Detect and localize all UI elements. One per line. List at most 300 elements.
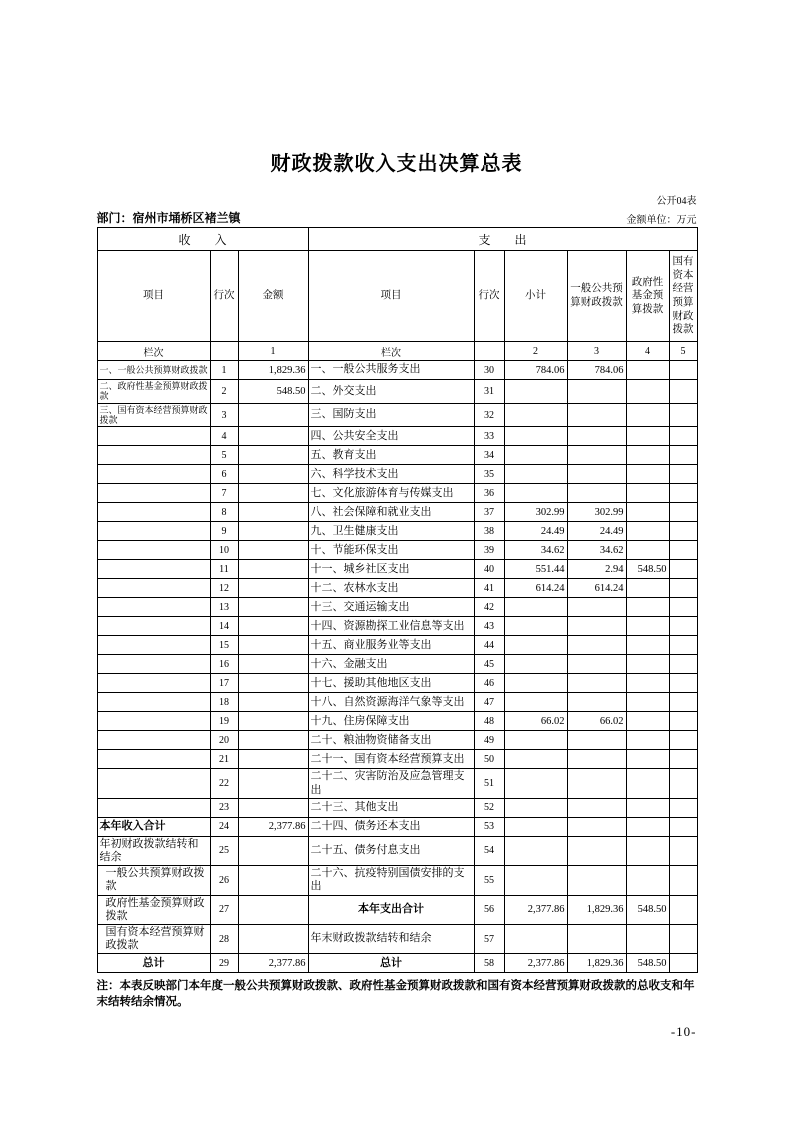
cell-subtotal: 784.06	[504, 361, 567, 380]
table-row	[97, 560, 697, 579]
cell-capital	[669, 769, 697, 798]
cell-expense_item: 二十五、债务付息支出	[308, 836, 474, 865]
cell-fund	[626, 484, 669, 503]
cell-expense_item: 总计	[308, 954, 474, 973]
cell-general	[567, 655, 626, 674]
cell-general	[567, 817, 626, 836]
cell-subtotal: 34.62	[504, 541, 567, 560]
cell-income_amount	[238, 484, 308, 503]
cell-general	[567, 674, 626, 693]
income-section-header: 收 入	[97, 228, 308, 251]
cell-subtotal	[504, 484, 567, 503]
table-code: 公开04表	[656, 196, 697, 207]
cell-subtotal	[504, 769, 567, 798]
cell-expense_line: 43	[474, 617, 504, 636]
cell-fund	[626, 617, 669, 636]
cell-expense_item: 年末财政拨款结转和结余	[308, 924, 474, 953]
cell-expense_line: 48	[474, 712, 504, 731]
cell-income_amount	[238, 836, 308, 865]
cell-expense_item: 三、国防支出	[308, 403, 474, 427]
table-row	[97, 712, 697, 731]
table-row	[97, 817, 697, 836]
table-row	[97, 836, 697, 865]
cell-fund	[626, 655, 669, 674]
cell-income_item: 一、一般公共预算财政拨款	[97, 361, 210, 380]
cell-subtotal	[504, 617, 567, 636]
cell-income_item	[97, 674, 210, 693]
cell-capital	[669, 924, 697, 953]
cell-general	[567, 798, 626, 817]
lanci-cell: 5	[669, 342, 697, 361]
cell-subtotal	[504, 380, 567, 404]
cell-income_item	[97, 503, 210, 522]
cell-fund	[626, 924, 669, 953]
cell-fund	[626, 636, 669, 655]
cell-general	[567, 446, 626, 465]
cell-income_amount	[238, 446, 308, 465]
cell-fund	[626, 541, 669, 560]
cell-income_item	[97, 522, 210, 541]
cell-general: 66.02	[567, 712, 626, 731]
cell-fund	[626, 836, 669, 865]
cell-capital	[669, 798, 697, 817]
cell-fund	[626, 522, 669, 541]
col-header-subtotal: 小计	[504, 251, 567, 342]
lanci-cell: 3	[567, 342, 626, 361]
cell-expense_line: 58	[474, 954, 504, 973]
cell-general	[567, 693, 626, 712]
cell-expense_item: 八、社会保障和就业支出	[308, 503, 474, 522]
cell-subtotal	[504, 817, 567, 836]
cell-expense_line: 47	[474, 693, 504, 712]
table-row	[97, 617, 697, 636]
cell-general	[567, 617, 626, 636]
cell-fund	[626, 579, 669, 598]
table-row	[97, 361, 697, 380]
cell-expense_line: 39	[474, 541, 504, 560]
lanci-cell	[474, 342, 504, 361]
table-row	[97, 693, 697, 712]
cell-fund: 548.50	[626, 954, 669, 973]
cell-capital	[669, 817, 697, 836]
cell-expense_item: 二十二、灾害防治及应急管理支出	[308, 769, 474, 798]
cell-income_amount	[238, 636, 308, 655]
cell-expense_line: 38	[474, 522, 504, 541]
cell-expense_line: 57	[474, 924, 504, 953]
lanci-cell: 栏次	[97, 342, 210, 361]
cell-capital	[669, 954, 697, 973]
cell-fund	[626, 750, 669, 769]
cell-expense_line: 53	[474, 817, 504, 836]
cell-income_amount	[238, 503, 308, 522]
col-header-general-budget: 一般公共预算财政拨款	[567, 251, 626, 342]
page-title: 财政拨款收入支出决算总表	[270, 153, 523, 175]
cell-subtotal	[504, 427, 567, 446]
cell-income_item	[97, 484, 210, 503]
cell-income_amount	[238, 560, 308, 579]
cell-general	[567, 769, 626, 798]
cell-income_line: 4	[210, 427, 238, 446]
cell-income_amount	[238, 655, 308, 674]
col-header-gov-fund: 政府性基金预算拨款	[626, 251, 669, 342]
cell-subtotal	[504, 798, 567, 817]
cell-expense_item: 十五、商业服务业等支出	[308, 636, 474, 655]
cell-income_amount	[238, 769, 308, 798]
table-row	[97, 484, 697, 503]
cell-income_amount	[238, 924, 308, 953]
cell-expense_item: 十九、住房保障支出	[308, 712, 474, 731]
cell-general: 24.49	[567, 522, 626, 541]
cell-subtotal: 2,377.86	[504, 895, 567, 924]
cell-general: 2.94	[567, 560, 626, 579]
cell-income_item	[97, 798, 210, 817]
cell-fund	[626, 503, 669, 522]
cell-income_line: 12	[210, 579, 238, 598]
table-header	[97, 228, 697, 361]
cell-subtotal	[504, 866, 567, 895]
cell-income_line: 8	[210, 503, 238, 522]
page-number: -10-	[670, 1024, 697, 1040]
cell-capital	[669, 712, 697, 731]
cell-income_amount	[238, 674, 308, 693]
meta-row	[97, 209, 697, 226]
cell-general	[567, 636, 626, 655]
table-row	[97, 503, 697, 522]
cell-income_line: 19	[210, 712, 238, 731]
cell-fund	[626, 674, 669, 693]
cell-income_amount	[238, 598, 308, 617]
cell-income_amount	[238, 866, 308, 895]
table-row	[97, 866, 697, 895]
cell-income_amount	[238, 750, 308, 769]
cell-general	[567, 484, 626, 503]
cell-capital	[669, 541, 697, 560]
cell-expense_item: 七、文化旅游体育与传媒支出	[308, 484, 474, 503]
cell-income_line: 29	[210, 954, 238, 973]
table-row	[97, 465, 697, 484]
cell-income_line: 22	[210, 769, 238, 798]
cell-subtotal	[504, 655, 567, 674]
cell-income_amount	[238, 579, 308, 598]
cell-general	[567, 427, 626, 446]
cell-income_amount	[238, 731, 308, 750]
cell-income_amount: 548.50	[238, 380, 308, 404]
unit-label: 金额单位：万元	[626, 215, 697, 226]
cell-expense_item: 十七、援助其他地区支出	[308, 674, 474, 693]
cell-expense_item: 五、教育支出	[308, 446, 474, 465]
cell-income_line: 15	[210, 636, 238, 655]
expense-section-header: 支 出	[308, 228, 697, 251]
cell-capital	[669, 361, 697, 380]
cell-general	[567, 465, 626, 484]
cell-expense_item: 二十、粮油物资储备支出	[308, 731, 474, 750]
table-row	[97, 674, 697, 693]
cell-fund: 548.50	[626, 895, 669, 924]
department-label: 部门：宿州市埇桥区褚兰镇	[96, 211, 241, 225]
cell-income_item: 总计	[97, 954, 210, 973]
table-row	[97, 895, 697, 924]
cell-capital	[669, 484, 697, 503]
cell-income_line: 9	[210, 522, 238, 541]
cell-income_amount: 2,377.86	[238, 954, 308, 973]
cell-capital	[669, 674, 697, 693]
cell-capital	[669, 636, 697, 655]
cell-fund	[626, 465, 669, 484]
table-row	[97, 446, 697, 465]
cell-income_amount	[238, 427, 308, 446]
cell-fund	[626, 817, 669, 836]
cell-income_line: 10	[210, 541, 238, 560]
cell-income_item: 政府性基金预算财政拨款	[97, 895, 210, 924]
table-row	[97, 769, 697, 798]
section-header-row	[97, 228, 697, 251]
cell-capital	[669, 731, 697, 750]
cell-expense_item: 二、外交支出	[308, 380, 474, 404]
cell-fund	[626, 598, 669, 617]
cell-capital	[669, 465, 697, 484]
cell-income_amount	[238, 617, 308, 636]
cell-capital	[669, 579, 697, 598]
cell-income_line: 26	[210, 866, 238, 895]
cell-income_amount	[238, 693, 308, 712]
cell-income_line: 27	[210, 895, 238, 924]
cell-income_item	[97, 750, 210, 769]
cell-general: 1,829.36	[567, 895, 626, 924]
cell-income_amount: 1,829.36	[238, 361, 308, 380]
lanci-cell: 4	[626, 342, 669, 361]
cell-capital	[669, 503, 697, 522]
cell-fund	[626, 380, 669, 404]
cell-general	[567, 598, 626, 617]
cell-income_item: 年初财政拨款结转和结余	[97, 836, 210, 865]
cell-expense_item: 四、公共安全支出	[308, 427, 474, 446]
cell-expense_item: 一、一般公共服务支出	[308, 361, 474, 380]
cell-income_line: 5	[210, 446, 238, 465]
cell-expense_item: 十一、城乡社区支出	[308, 560, 474, 579]
cell-income_line: 6	[210, 465, 238, 484]
lanci-cell	[210, 342, 238, 361]
cell-subtotal	[504, 674, 567, 693]
cell-expense_line: 44	[474, 636, 504, 655]
cell-income_item	[97, 617, 210, 636]
cell-income_item	[97, 446, 210, 465]
table-row	[97, 579, 697, 598]
cell-expense_item: 六、科学技术支出	[308, 465, 474, 484]
cell-income_item: 二、政府性基金预算财政拨款	[97, 380, 210, 404]
cell-income_amount	[238, 712, 308, 731]
cell-income_item	[97, 465, 210, 484]
cell-income_item	[97, 731, 210, 750]
cell-expense_line: 34	[474, 446, 504, 465]
lanci-cell: 1	[238, 342, 308, 361]
cell-income_amount	[238, 465, 308, 484]
cell-income_item	[97, 636, 210, 655]
cell-capital	[669, 598, 697, 617]
cell-expense_line: 42	[474, 598, 504, 617]
cell-general	[567, 924, 626, 953]
cell-expense_line: 46	[474, 674, 504, 693]
cell-fund	[626, 361, 669, 380]
cell-fund	[626, 731, 669, 750]
cell-expense_item: 十三、交通运输支出	[308, 598, 474, 617]
table-row	[97, 636, 697, 655]
cell-general	[567, 750, 626, 769]
cell-subtotal	[504, 836, 567, 865]
cell-subtotal	[504, 446, 567, 465]
col-header-income-line: 行次	[210, 251, 238, 342]
cell-capital	[669, 560, 697, 579]
cell-expense_item: 二十四、债务还本支出	[308, 817, 474, 836]
cell-capital	[669, 380, 697, 404]
cell-income_amount	[238, 541, 308, 560]
cell-income_item	[97, 598, 210, 617]
cell-income_line: 14	[210, 617, 238, 636]
cell-capital	[669, 617, 697, 636]
cell-income_item	[97, 655, 210, 674]
cell-capital	[669, 693, 697, 712]
cell-capital	[669, 866, 697, 895]
cell-income_item: 三、国有资本经营预算财政拨款	[97, 403, 210, 427]
cell-expense_line: 45	[474, 655, 504, 674]
cell-subtotal: 614.24	[504, 579, 567, 598]
cell-subtotal: 302.99	[504, 503, 567, 522]
cell-income_item: 本年收入合计	[97, 817, 210, 836]
cell-general	[567, 380, 626, 404]
cell-income_item	[97, 560, 210, 579]
cell-expense_line: 32	[474, 403, 504, 427]
cell-subtotal: 2,377.86	[504, 954, 567, 973]
cell-income_amount	[238, 403, 308, 427]
cell-general: 1,829.36	[567, 954, 626, 973]
cell-income_item: 一般公共预算财政拨款	[97, 866, 210, 895]
cell-expense_item: 本年支出合计	[308, 895, 474, 924]
cell-income_item	[97, 579, 210, 598]
col-header-expense-item: 项目	[308, 251, 474, 342]
cell-expense_item: 十八、自然资源海洋气象等支出	[308, 693, 474, 712]
cell-expense_line: 54	[474, 836, 504, 865]
cell-expense_line: 33	[474, 427, 504, 446]
cell-general	[567, 866, 626, 895]
cell-general: 34.62	[567, 541, 626, 560]
col-header-state-capital: 国有资本经营预算财政拨款	[669, 251, 697, 342]
cell-expense_item: 九、卫生健康支出	[308, 522, 474, 541]
cell-subtotal	[504, 465, 567, 484]
cell-capital	[669, 655, 697, 674]
cell-subtotal	[504, 750, 567, 769]
cell-income_line: 1	[210, 361, 238, 380]
table-body	[97, 361, 697, 973]
cell-general	[567, 403, 626, 427]
cell-fund	[626, 712, 669, 731]
cell-expense_line: 40	[474, 560, 504, 579]
cell-income_line: 28	[210, 924, 238, 953]
table-note: 注：本表反映部门本年度一般公共预算财政拨款、政府性基金预算财政拨款和国有资本经营预算财政拨款的总收支和年末结转结余情况。	[96, 980, 695, 1008]
cell-income_line: 17	[210, 674, 238, 693]
cell-expense_item: 十二、农林水支出	[308, 579, 474, 598]
table-row	[97, 380, 697, 404]
cell-income_line: 21	[210, 750, 238, 769]
column-index-row	[97, 342, 697, 361]
cell-capital	[669, 522, 697, 541]
cell-fund	[626, 866, 669, 895]
cell-subtotal: 551.44	[504, 560, 567, 579]
cell-expense_item: 二十一、国有资本经营预算支出	[308, 750, 474, 769]
cell-income_line: 25	[210, 836, 238, 865]
cell-income_amount: 2,377.86	[238, 817, 308, 836]
cell-fund	[626, 446, 669, 465]
cell-subtotal	[504, 598, 567, 617]
cell-general: 614.24	[567, 579, 626, 598]
cell-expense_line: 31	[474, 380, 504, 404]
cell-general	[567, 836, 626, 865]
cell-expense_item: 二十三、其他支出	[308, 798, 474, 817]
table-row	[97, 924, 697, 953]
cell-expense_item: 十四、资源勘探工业信息等支出	[308, 617, 474, 636]
table-row	[97, 522, 697, 541]
cell-expense_line: 52	[474, 798, 504, 817]
cell-income_item: 国有资本经营预算财政拨款	[97, 924, 210, 953]
lanci-cell: 2	[504, 342, 567, 361]
cell-income_item	[97, 541, 210, 560]
cell-income_item	[97, 769, 210, 798]
cell-subtotal	[504, 731, 567, 750]
cell-capital	[669, 895, 697, 924]
column-header-row	[97, 251, 697, 342]
table-row	[97, 598, 697, 617]
table-row	[97, 798, 697, 817]
cell-income_amount	[238, 522, 308, 541]
cell-income_line: 20	[210, 731, 238, 750]
cell-subtotal	[504, 403, 567, 427]
cell-subtotal: 66.02	[504, 712, 567, 731]
fiscal-appropriation-table	[97, 227, 698, 973]
table-row	[97, 954, 697, 973]
cell-income_line: 3	[210, 403, 238, 427]
cell-expense_line: 49	[474, 731, 504, 750]
cell-fund	[626, 769, 669, 798]
cell-income_line: 16	[210, 655, 238, 674]
cell-expense_line: 56	[474, 895, 504, 924]
cell-general: 784.06	[567, 361, 626, 380]
cell-capital	[669, 836, 697, 865]
cell-income_item	[97, 693, 210, 712]
cell-subtotal	[504, 693, 567, 712]
cell-expense_line: 51	[474, 769, 504, 798]
cell-fund: 548.50	[626, 560, 669, 579]
col-header-income-item: 项目	[97, 251, 210, 342]
cell-expense_line: 35	[474, 465, 504, 484]
table-row	[97, 731, 697, 750]
cell-capital	[669, 446, 697, 465]
cell-general: 302.99	[567, 503, 626, 522]
col-header-income-amount: 金额	[238, 251, 308, 342]
cell-income_item	[97, 427, 210, 446]
table-row	[97, 655, 697, 674]
cell-capital	[669, 427, 697, 446]
cell-expense_line: 50	[474, 750, 504, 769]
cell-expense_line: 30	[474, 361, 504, 380]
cell-expense_item: 十六、金融支出	[308, 655, 474, 674]
cell-capital	[669, 750, 697, 769]
table-row	[97, 750, 697, 769]
cell-fund	[626, 693, 669, 712]
cell-income_line: 23	[210, 798, 238, 817]
cell-income_line: 13	[210, 598, 238, 617]
table-row	[97, 541, 697, 560]
cell-expense_line: 41	[474, 579, 504, 598]
table-row	[97, 427, 697, 446]
cell-income_line: 2	[210, 380, 238, 404]
